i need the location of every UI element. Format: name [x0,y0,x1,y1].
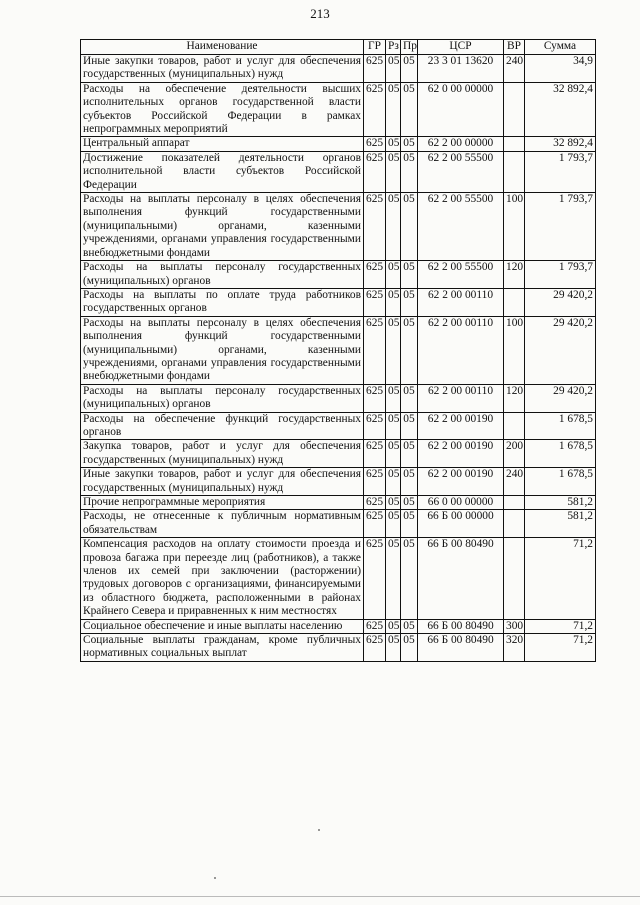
table-row [81,412,596,440]
cell-name: Расходы на выплаты персоналу в целях обеспечения выполнения функций государственными (муниципальными) органами, казенными учреждениями, органами управления государственными внебюджетными фондами [81,316,364,384]
header-pr: Пр [401,40,418,55]
cell-pr: 05 [401,137,418,151]
cell-csr: 62 2 00 00190 [418,468,504,496]
cell-vr: 100 [504,193,525,261]
cell-csr: 62 2 00 00110 [418,384,504,412]
cell-csr: 66 Б 00 80490 [418,634,504,662]
cell-name: Иные закупки товаров, работ и услуг для обеспечения государственных (муниципальных) нужд [81,468,364,496]
table-row [81,440,596,468]
cell-rz: 05 [386,440,401,468]
scan-edge-line [0,896,640,897]
table-row [81,496,596,510]
cell-vr [504,137,525,151]
cell-sum: 34,9 [525,55,596,83]
cell-csr: 62 2 00 55500 [418,193,504,261]
cell-gr: 625 [364,151,386,192]
cell-gr: 625 [364,316,386,384]
cell-vr: 100 [504,316,525,384]
table-row [81,55,596,83]
scan-speck [214,877,216,879]
cell-gr: 625 [364,288,386,316]
cell-sum: 1 678,5 [525,440,596,468]
table-row [81,316,596,384]
cell-csr: 62 2 00 00110 [418,288,504,316]
cell-csr: 66 Б 00 80490 [418,619,504,633]
cell-rz: 05 [386,193,401,261]
cell-gr: 625 [364,538,386,619]
cell-sum: 1 793,7 [525,193,596,261]
header-csr: ЦСР [418,40,504,55]
cell-rz: 05 [386,538,401,619]
cell-pr: 05 [401,510,418,538]
cell-vr: 120 [504,261,525,289]
cell-pr: 05 [401,193,418,261]
table-row [81,193,596,261]
cell-vr: 200 [504,440,525,468]
cell-rz: 05 [386,496,401,510]
cell-gr: 625 [364,510,386,538]
cell-gr: 625 [364,82,386,137]
table-row [81,261,596,289]
cell-name: Компенсация расходов на оплату стоимости проезда и провоза багажа при переезде лиц (работников), а также членов их семей при заключении (расторжении) трудовых договоров с организациями, финансируемыми из областного бюджета, расположенными в районах Крайнего Севера и приравненных к ним местностях [81,538,364,619]
cell-sum: 581,2 [525,496,596,510]
cell-name: Центральный аппарат [81,137,364,151]
cell-pr: 05 [401,412,418,440]
cell-vr: 300 [504,619,525,633]
header-name: Наименование [81,40,364,55]
cell-rz: 05 [386,412,401,440]
header-vr: ВР [504,40,525,55]
cell-gr: 625 [364,468,386,496]
cell-name: Расходы, не отнесенные к публичным нормативным обязательствам [81,510,364,538]
cell-pr: 05 [401,619,418,633]
cell-name: Закупка товаров, работ и услуг для обеспечения государственных (муниципальных) нужд [81,440,364,468]
cell-rz: 05 [386,634,401,662]
cell-rz: 05 [386,261,401,289]
cell-name: Социальные выплаты гражданам, кроме публичных нормативных социальных выплат [81,634,364,662]
cell-name: Социальное обеспечение и иные выплаты населению [81,619,364,633]
cell-sum: 29 420,2 [525,316,596,384]
cell-name: Расходы на обеспечение деятельности высших исполнительных органов государственной власти субъектов Российской Федерации в рамках непрограммных мероприятий [81,82,364,137]
header-sum: Сумма [525,40,596,55]
cell-gr: 625 [364,634,386,662]
cell-vr [504,496,525,510]
table-row [81,82,596,137]
cell-csr: 62 0 00 00000 [418,82,504,137]
cell-pr: 05 [401,468,418,496]
cell-vr [504,538,525,619]
cell-pr: 05 [401,288,418,316]
cell-pr: 05 [401,384,418,412]
cell-vr: 120 [504,384,525,412]
cell-gr: 625 [364,137,386,151]
cell-csr: 23 3 01 13620 [418,55,504,83]
cell-name: Расходы на обеспечение функций государственных органов [81,412,364,440]
cell-rz: 05 [386,151,401,192]
cell-pr: 05 [401,55,418,83]
cell-vr: 320 [504,634,525,662]
cell-csr: 62 2 00 00110 [418,316,504,384]
cell-name: Расходы на выплаты персоналу государственных (муниципальных) органов [81,384,364,412]
cell-rz: 05 [386,82,401,137]
cell-rz: 05 [386,619,401,633]
cell-name: Расходы на выплаты по оплате труда работников государственных органов [81,288,364,316]
cell-gr: 625 [364,619,386,633]
table-row [81,538,596,619]
cell-sum: 1 678,5 [525,412,596,440]
cell-sum: 71,2 [525,619,596,633]
cell-vr [504,288,525,316]
cell-sum: 32 892,4 [525,137,596,151]
cell-csr: 62 2 00 00190 [418,440,504,468]
cell-gr: 625 [364,384,386,412]
cell-rz: 05 [386,468,401,496]
cell-gr: 625 [364,440,386,468]
cell-gr: 625 [364,55,386,83]
cell-vr: 240 [504,468,525,496]
table-row [81,619,596,633]
table-row [81,384,596,412]
cell-csr: 62 2 00 55500 [418,261,504,289]
cell-name: Расходы на выплаты персоналу государственных (муниципальных) органов [81,261,364,289]
cell-pr: 05 [401,440,418,468]
cell-sum: 1 793,7 [525,261,596,289]
cell-csr: 66 0 00 00000 [418,496,504,510]
cell-pr: 05 [401,316,418,384]
table-row [81,137,596,151]
cell-csr: 62 2 00 55500 [418,151,504,192]
cell-pr: 05 [401,634,418,662]
cell-sum: 1 793,7 [525,151,596,192]
cell-vr [504,510,525,538]
budget-table [80,39,596,662]
cell-gr: 625 [364,412,386,440]
table-row [81,151,596,192]
cell-sum: 29 420,2 [525,384,596,412]
scan-speck [318,829,320,831]
cell-pr: 05 [401,538,418,619]
cell-gr: 625 [364,193,386,261]
cell-csr: 66 Б 00 80490 [418,538,504,619]
cell-vr: 240 [504,55,525,83]
cell-rz: 05 [386,316,401,384]
cell-sum: 71,2 [525,538,596,619]
table-row [81,634,596,662]
cell-pr: 05 [401,151,418,192]
cell-sum: 1 678,5 [525,468,596,496]
cell-rz: 05 [386,55,401,83]
cell-name: Иные закупки товаров, работ и услуг для обеспечения государственных (муниципальных) нужд [81,55,364,83]
cell-csr: 62 2 00 00000 [418,137,504,151]
cell-gr: 625 [364,261,386,289]
cell-csr: 66 Б 00 00000 [418,510,504,538]
cell-name: Достижение показателей деятельности органов исполнительной власти субъектов Российской Федерации [81,151,364,192]
cell-rz: 05 [386,384,401,412]
table-row [81,288,596,316]
cell-rz: 05 [386,288,401,316]
cell-gr: 625 [364,496,386,510]
table-row [81,468,596,496]
cell-rz: 05 [386,510,401,538]
page-number: 213 [310,6,330,21]
cell-vr [504,82,525,137]
cell-name: Прочие непрограммные мероприятия [81,496,364,510]
cell-sum: 581,2 [525,510,596,538]
table-row [81,510,596,538]
cell-sum: 32 892,4 [525,82,596,137]
cell-vr [504,151,525,192]
table-header-row [81,40,596,55]
cell-pr: 05 [401,82,418,137]
cell-rz: 05 [386,137,401,151]
cell-name: Расходы на выплаты персоналу в целях обеспечения выполнения функций государственными (муниципальными) органами, казенными учреждениями, органами управления государственными внебюджетными фондами [81,193,364,261]
header-gr: ГР [364,40,386,55]
cell-csr: 62 2 00 00190 [418,412,504,440]
cell-sum: 29 420,2 [525,288,596,316]
cell-pr: 05 [401,496,418,510]
cell-vr [504,412,525,440]
header-rz: Рз [386,40,401,55]
cell-sum: 71,2 [525,634,596,662]
cell-pr: 05 [401,261,418,289]
